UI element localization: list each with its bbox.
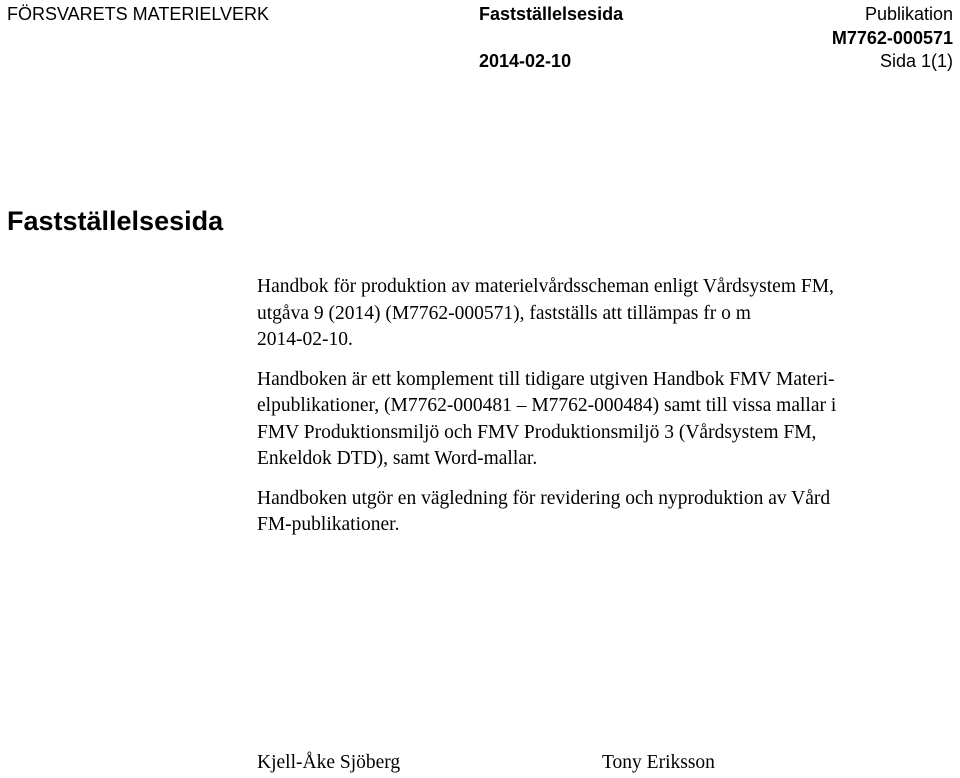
header-page-number: Sida 1(1) bbox=[879, 51, 953, 71]
paragraph-line: Handboken är ett komplement till tidigare utgiven Handbok FMV Materi- bbox=[257, 368, 835, 390]
paragraph-guidance bbox=[257, 486, 952, 539]
paragraph-line: utgåva 9 (2014) (M7762-000571), fastställs att tillämpas fr o m bbox=[257, 302, 751, 324]
page-title: Fastställelsesida bbox=[7, 206, 224, 236]
paragraph-complement bbox=[257, 367, 952, 473]
paragraph-line: FM-publikationer. bbox=[257, 514, 400, 535]
header-organization: FÖRSVARETS MATERIELVERK bbox=[7, 4, 270, 24]
paragraph-line: Enkeldok DTD), samt Word-mallar. bbox=[257, 448, 538, 469]
signature-name-2: Tony Eriksson bbox=[602, 752, 715, 773]
paragraph-line: 2014-02-10. bbox=[257, 329, 353, 350]
paragraph-line: Handboken utgör en vägledning för revidering och nyproduktion av Vård bbox=[257, 487, 831, 509]
body-text bbox=[257, 274, 952, 552]
header-document-type: Publikation bbox=[864, 4, 953, 24]
header-date: 2014-02-10 bbox=[479, 51, 572, 71]
header-document-number: M7762-000571 bbox=[831, 28, 953, 48]
paragraph-line: elpublikationer, (M7762-000481 – M7762-000484) samt till vissa mallar i bbox=[257, 395, 837, 416]
paragraph-line: Handbok för produktion av materielvårdsscheman enligt Vårdsystem FM, bbox=[257, 276, 834, 297]
header-document-title: Fastställelsesida bbox=[479, 4, 624, 24]
signature-name-1: Kjell-Åke Sjöberg bbox=[257, 752, 401, 773]
paragraph-approval bbox=[257, 274, 952, 354]
paragraph-line: FMV Produktionsmiljö och FMV Produktionsmiljö 3 (Vårdsystem FM, bbox=[257, 421, 817, 443]
